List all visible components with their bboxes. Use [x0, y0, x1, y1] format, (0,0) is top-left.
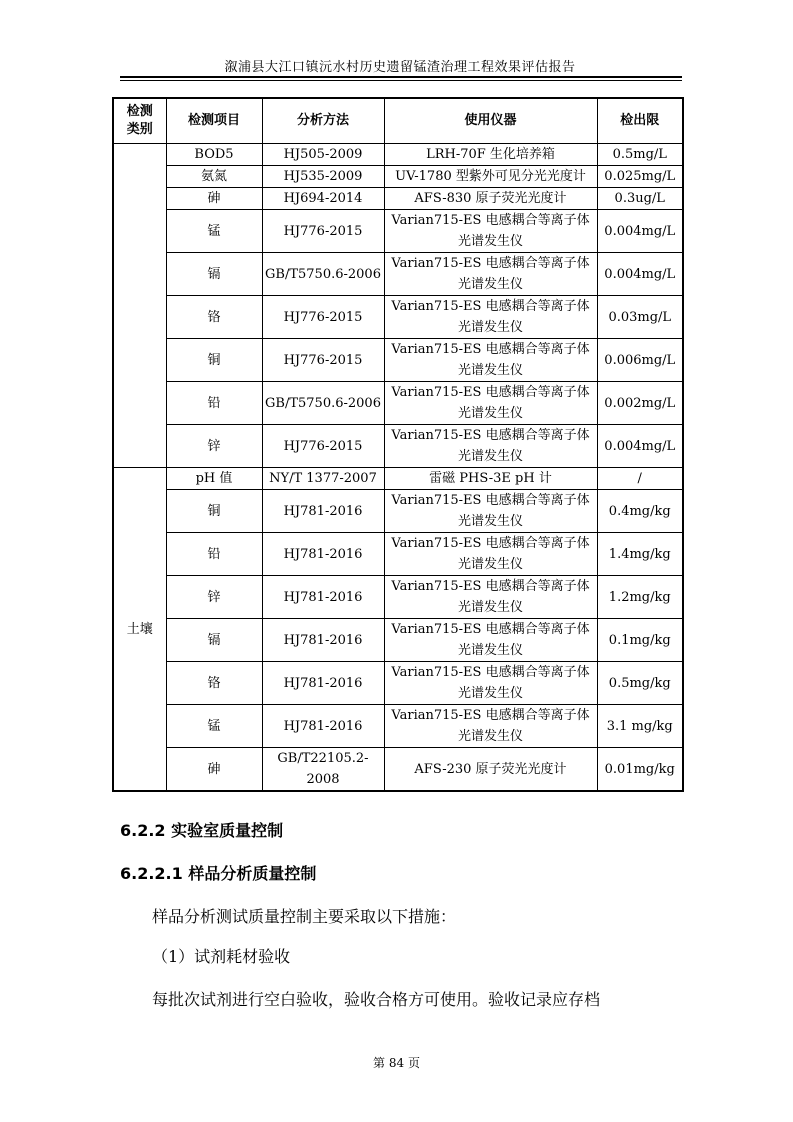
table-row	[113, 468, 683, 490]
instrument-cell	[384, 296, 597, 339]
instrument-line: 光谱发生仪	[457, 686, 523, 701]
item-cell: 铬	[166, 662, 262, 705]
item-cell: 镉	[166, 253, 262, 296]
table-row	[113, 705, 683, 748]
method-cell: HJ535-2009	[262, 166, 384, 188]
method-cell: GB/T5750.6-2006	[262, 253, 384, 296]
instrument-line: Varian715-ES 电感耦合等离子体	[391, 579, 590, 594]
limit-cell: 3.1 mg/kg	[597, 705, 683, 748]
instrument-line: 光谱发生仪	[457, 449, 523, 464]
header-rule-thin	[120, 80, 682, 81]
instrument-cell	[384, 490, 597, 533]
item-cell: 铜	[166, 339, 262, 382]
instrument-cell	[384, 662, 597, 705]
instrument-cell	[384, 425, 597, 468]
paragraph-intro: 样品分析测试质量控制主要采取以下措施：	[152, 907, 457, 926]
table-row	[113, 339, 683, 382]
table-row	[113, 619, 683, 662]
method-cell: HJ776-2015	[262, 296, 384, 339]
item-cell: 砷	[166, 748, 262, 792]
item-cell: 锌	[166, 425, 262, 468]
instrument-cell	[384, 382, 597, 425]
instrument-line: 光谱发生仪	[457, 363, 523, 378]
instrument-cell	[384, 166, 597, 188]
method-cell: HJ781-2016	[262, 490, 384, 533]
table-header-row	[113, 98, 683, 144]
instrument-line: 光谱发生仪	[457, 320, 523, 335]
method-cell: HJ776-2015	[262, 210, 384, 253]
limit-cell: 0.03mg/L	[597, 296, 683, 339]
method-cell: HJ776-2015	[262, 339, 384, 382]
instrument-line: 光谱发生仪	[457, 557, 523, 572]
instrument-line: AFS-830 原子荧光光度计	[414, 191, 567, 206]
running-header: 溆浦县大江口镇沅水村历史遗留锰渣治理工程效果评估报告	[224, 60, 576, 75]
table-row	[113, 166, 683, 188]
section-heading: 6.2.2 实验室质量控制	[120, 821, 284, 840]
limit-cell: 0.01mg/kg	[597, 748, 683, 792]
table-row	[113, 748, 683, 792]
method-cell: HJ776-2015	[262, 425, 384, 468]
col-header-item: 检测项目	[166, 98, 262, 144]
item-cell: 氨氮	[166, 166, 262, 188]
table-body	[113, 144, 683, 792]
limit-cell: 0.004mg/L	[597, 253, 683, 296]
item-cell: 铅	[166, 382, 262, 425]
col-header-method: 分析方法	[262, 98, 384, 144]
limit-cell: 0.002mg/L	[597, 382, 683, 425]
item-cell: 铅	[166, 533, 262, 576]
instrument-cell	[384, 748, 597, 792]
item-cell: 铜	[166, 490, 262, 533]
instrument-line: 光谱发生仪	[457, 643, 523, 658]
table-row	[113, 210, 683, 253]
limit-cell: 0.006mg/L	[597, 339, 683, 382]
instrument-line: LRH-70F 生化培养箱	[426, 147, 555, 162]
instrument-line: 雷磁 PHS-3E pH 计	[429, 471, 552, 486]
table-row	[113, 533, 683, 576]
limit-cell: 1.4mg/kg	[597, 533, 683, 576]
instrument-line: 光谱发生仪	[457, 234, 523, 249]
item-cell: 锰	[166, 210, 262, 253]
instrument-line: Varian715-ES 电感耦合等离子体	[391, 665, 590, 680]
method-cell: NY/T 1377-2007	[262, 468, 384, 490]
list-item-heading: （1）试剂耗材验收	[152, 947, 291, 966]
instrument-line: Varian715-ES 电感耦合等离子体	[391, 622, 590, 637]
method-cell: HJ505-2009	[262, 144, 384, 166]
item-cell: pH 值	[166, 468, 262, 490]
limit-cell: 0.025mg/L	[597, 166, 683, 188]
table-row	[113, 144, 683, 166]
col-header-instrument: 使用仪器	[384, 98, 597, 144]
col-header-limit: 检出限	[597, 98, 683, 144]
limit-cell: 0.004mg/L	[597, 425, 683, 468]
item-cell: 锌	[166, 576, 262, 619]
instrument-line: Varian715-ES 电感耦合等离子体	[391, 708, 590, 723]
item-cell: 铬	[166, 296, 262, 339]
limit-cell: /	[597, 468, 683, 490]
method-cell: HJ781-2016	[262, 619, 384, 662]
table-row	[113, 253, 683, 296]
instrument-line: Varian715-ES 电感耦合等离子体	[391, 385, 590, 400]
limit-cell: 0.5mg/L	[597, 144, 683, 166]
method-cell: HJ781-2016	[262, 576, 384, 619]
instrument-line: 光谱发生仪	[457, 600, 523, 615]
method-cell: HJ781-2016	[262, 533, 384, 576]
method-cell: GB/T5750.6-2006	[262, 382, 384, 425]
method-cell: HJ694-2014	[262, 188, 384, 210]
instrument-line: Varian715-ES 电感耦合等离子体	[391, 493, 590, 508]
instrument-line: Varian715-ES 电感耦合等离子体	[391, 213, 590, 228]
instrument-line: Varian715-ES 电感耦合等离子体	[391, 256, 590, 271]
table-row	[113, 188, 683, 210]
limit-cell: 0.004mg/L	[597, 210, 683, 253]
instrument-line: Varian715-ES 电感耦合等离子体	[391, 428, 590, 443]
col-header-category: 检测类别	[113, 98, 166, 144]
category-cell: 土壤	[113, 468, 166, 792]
instrument-cell	[384, 576, 597, 619]
method-cell: HJ781-2016	[262, 662, 384, 705]
limit-cell: 0.1mg/kg	[597, 619, 683, 662]
limit-cell: 1.2mg/kg	[597, 576, 683, 619]
instrument-line: 光谱发生仪	[457, 514, 523, 529]
instrument-cell	[384, 619, 597, 662]
instrument-cell	[384, 253, 597, 296]
instrument-line: 光谱发生仪	[457, 729, 523, 744]
header-rule	[120, 76, 682, 78]
page-number: 第 84 页	[373, 1056, 420, 1070]
limit-cell: 0.4mg/kg	[597, 490, 683, 533]
table-row	[113, 490, 683, 533]
limit-cell: 0.3ug/L	[597, 188, 683, 210]
method-cell: HJ781-2016	[262, 705, 384, 748]
item-cell: 砷	[166, 188, 262, 210]
item-cell: BOD5	[166, 144, 262, 166]
subsection-heading: 6.2.2.1 样品分析质量控制	[120, 864, 317, 883]
instrument-cell	[384, 339, 597, 382]
paragraph-body: 每批次试剂进行空白验收，验收合格方可使用。验收记录应存档	[152, 990, 601, 1009]
instrument-cell	[384, 210, 597, 253]
instrument-cell	[384, 533, 597, 576]
method-cell: GB/T22105.2-2008	[262, 748, 384, 792]
table-row	[113, 425, 683, 468]
table-row	[113, 296, 683, 339]
instrument-cell	[384, 188, 597, 210]
instrument-line: Varian715-ES 电感耦合等离子体	[391, 342, 590, 357]
category-cell	[113, 144, 166, 468]
instrument-cell	[384, 468, 597, 490]
item-cell: 镉	[166, 619, 262, 662]
instrument-cell	[384, 705, 597, 748]
table-row	[113, 382, 683, 425]
item-cell: 锰	[166, 705, 262, 748]
instrument-cell	[384, 144, 597, 166]
limit-cell: 0.5mg/kg	[597, 662, 683, 705]
instrument-line: Varian715-ES 电感耦合等离子体	[391, 299, 590, 314]
instrument-line: UV-1780 型紫外可见分光光度计	[395, 169, 586, 184]
table-row	[113, 576, 683, 619]
instrument-line: 光谱发生仪	[457, 277, 523, 292]
detection-method-table	[112, 97, 684, 792]
instrument-line: Varian715-ES 电感耦合等离子体	[391, 536, 590, 551]
instrument-line: 光谱发生仪	[457, 406, 523, 421]
table-row	[113, 662, 683, 705]
instrument-line: AFS-230 原子荧光光度计	[414, 761, 567, 777]
